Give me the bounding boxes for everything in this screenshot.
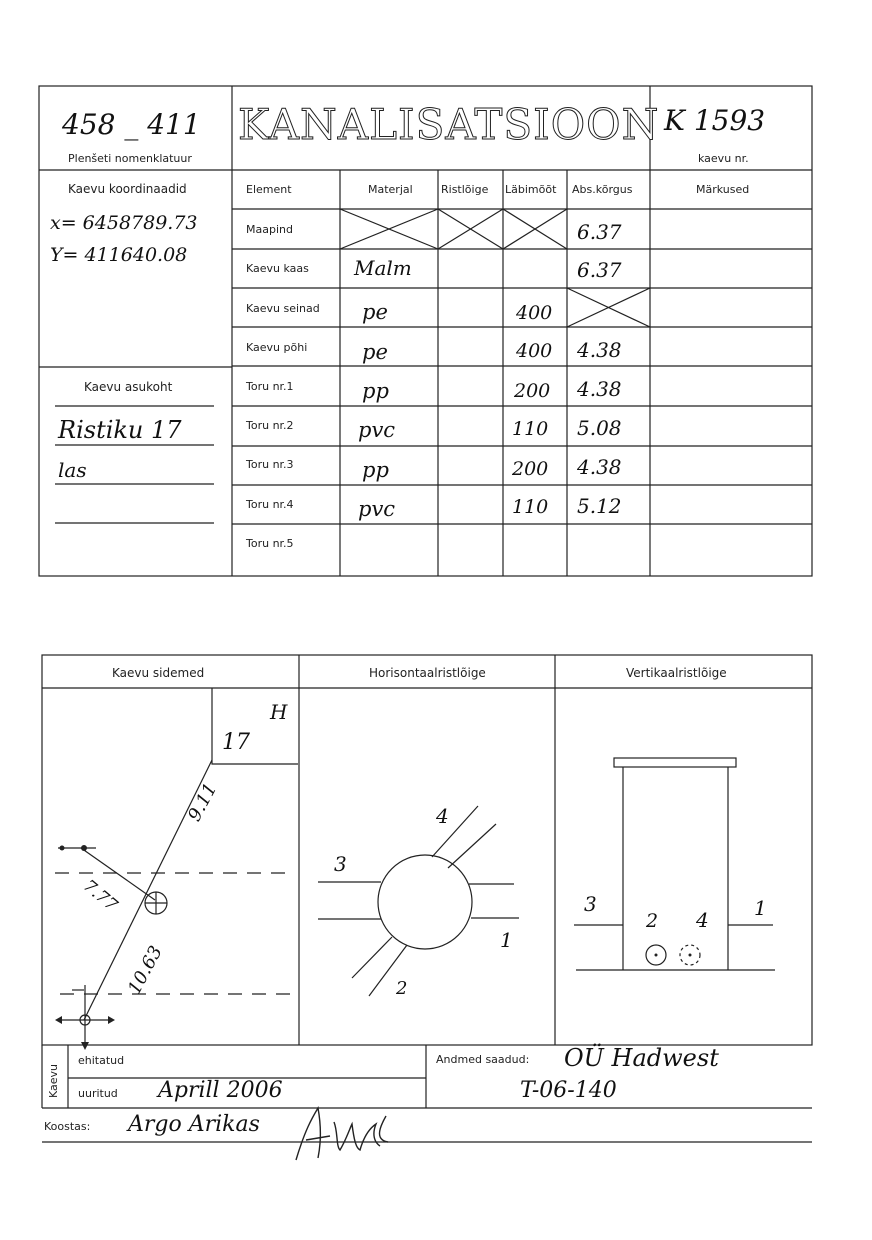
table-row-element: Toru nr.3 [246, 458, 294, 471]
pipe-number-label: 2 [396, 978, 408, 999]
table-cell-diameter: 110 [512, 418, 549, 440]
table-cell-diameter: 200 [512, 458, 549, 480]
table-row-element: Kaevu seinad [246, 302, 320, 315]
table-cell-height: 6.37 [577, 220, 622, 244]
building-letter: H [270, 700, 288, 724]
col-header-material: Materjal [368, 183, 413, 196]
distance-label: 9.11 [184, 779, 222, 825]
nomenclature-value: 458 _ 411 [62, 108, 201, 141]
pipe-number-label: 3 [584, 892, 597, 916]
col-header-diameter: Läbimõõt [505, 183, 557, 196]
table-row-element: Maapind [246, 223, 293, 236]
table-cell-material: pvc [358, 497, 396, 521]
table-row-element: Kaevu kaas [246, 262, 309, 275]
table-cell-diameter: 400 [516, 302, 553, 324]
distance-label: 7.77 [79, 876, 122, 916]
pipe-number-label: 4 [436, 804, 449, 828]
nomenclature-label: Plenšeti nomenklatuur [68, 152, 192, 165]
panel-label-site-ties: Kaevu sidemed [112, 666, 205, 680]
table-cell-material: pp [362, 379, 389, 403]
col-header-notes: Märkused [696, 183, 750, 196]
location-line-1: Ristiku 17 [58, 416, 182, 444]
compiled-label: Koostas: [44, 1120, 91, 1133]
table-cell-material: pe [362, 340, 388, 364]
table-cell-diameter: 400 [516, 340, 553, 362]
table-cell-material: Malm [354, 256, 412, 280]
signature-mark [296, 1108, 388, 1160]
well-number-value: K 1593 [664, 104, 766, 137]
panel-label-vertical-section: Vertikaalristlõige [626, 666, 727, 680]
footer-side-label: Kaevu [47, 1063, 60, 1098]
page-title: KANALISATSIOON [238, 100, 660, 149]
table-cell-diameter: 110 [512, 496, 549, 518]
well-number-label: kaevu nr. [698, 152, 749, 165]
table-row-element: Kaevu põhi [246, 341, 308, 354]
panel-label-horizontal-section: Horisontaalristlõige [369, 666, 486, 680]
source-label: Andmed saadud: [436, 1053, 530, 1066]
source-value-company: OÜ Hadwest [564, 1044, 719, 1072]
distance-label: 10.63 [124, 942, 167, 998]
pipe-number-label: 2 [646, 910, 659, 932]
table-row-element: Toru nr.5 [246, 537, 294, 550]
surveyed-value: Aprill 2006 [158, 1078, 283, 1103]
table-cell-material: pp [362, 458, 389, 482]
table-cell-height: 5.08 [577, 416, 622, 440]
table-cell-material: pvc [358, 418, 396, 442]
coordinate-x: x= 6458789.73 [50, 212, 198, 234]
pipe-number-label: 1 [754, 896, 767, 920]
table-cell-diameter: 200 [514, 380, 551, 402]
table-cell-material: pe [362, 300, 388, 324]
drawing-panels-border [42, 655, 812, 1045]
table-cell-height: 4.38 [577, 377, 622, 401]
pipe-number-label: 1 [500, 928, 513, 952]
pipe-number-label: 3 [334, 852, 347, 876]
table-row-element: Toru nr.1 [246, 380, 294, 393]
table-row-element: Toru nr.4 [246, 498, 294, 511]
coordinate-y: Y= 411640.08 [50, 244, 188, 266]
built-label: ehitatud [78, 1054, 125, 1067]
col-header-height: Abs.kõrgus [572, 183, 633, 196]
table-row-element: Toru nr.2 [246, 419, 294, 432]
location-label: Kaevu asukoht [84, 380, 173, 394]
coordinates-label: Kaevu koordinaadid [68, 182, 187, 196]
location-line-2: las [58, 458, 87, 482]
col-header-element: Element [246, 183, 292, 196]
table-cell-height: 6.37 [577, 258, 622, 282]
table-cell-height: 4.38 [577, 338, 622, 362]
building-number: 17 [222, 730, 250, 755]
surveyed-label: uuritud [78, 1087, 118, 1100]
source-value-project: T-06-140 [520, 1078, 617, 1103]
compiled-value: Argo Arikas [128, 1112, 260, 1137]
pipe-number-label: 4 [696, 908, 709, 932]
table-cell-height: 4.38 [577, 455, 622, 479]
table-cell-height: 5.12 [577, 494, 622, 518]
col-header-section: Ristlõige [441, 183, 489, 196]
